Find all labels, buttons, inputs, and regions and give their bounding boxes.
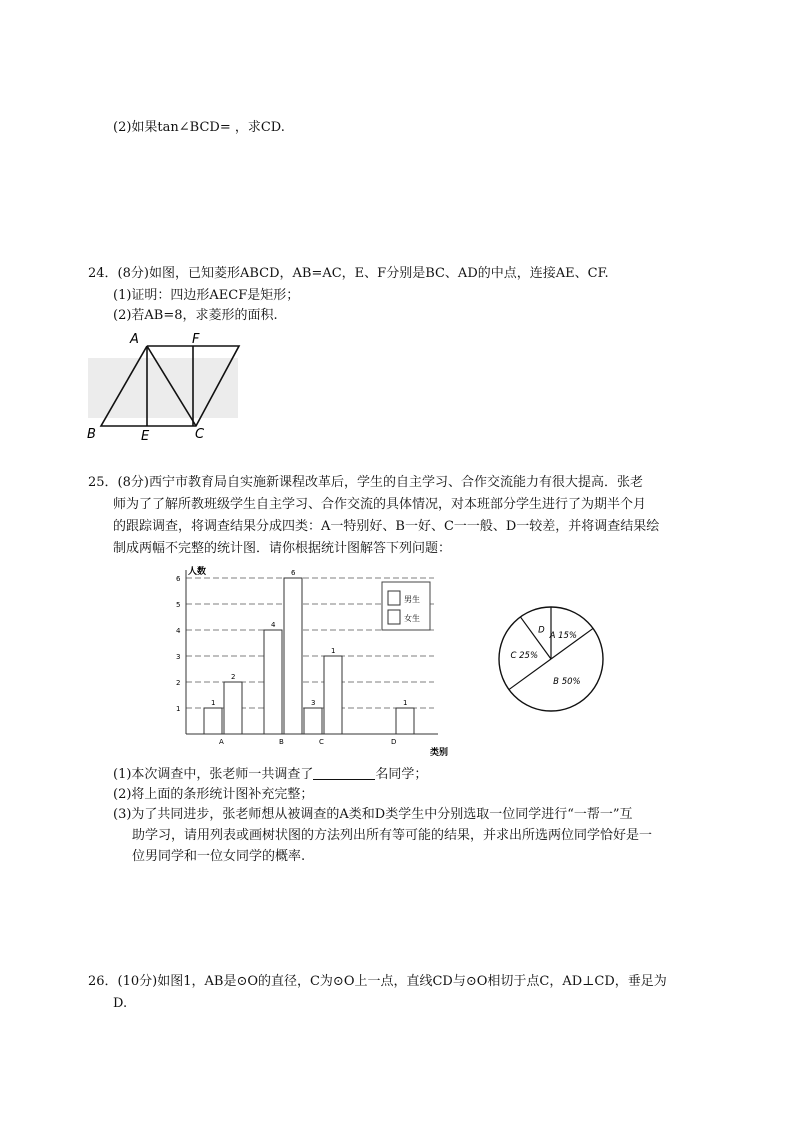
q24-part2: (2)若AB=8，求菱形的面积. xyxy=(113,308,278,323)
q25-part2: (2)将上面的条形统计图补充完整； xyxy=(113,787,314,802)
q25-stem-4: 制成两幅不完整的统计图．请你根据统计图解答下列问题： xyxy=(113,541,452,556)
bar-a-male xyxy=(204,708,222,734)
bar-c-female xyxy=(324,656,342,734)
legend-label-male: 男生 xyxy=(404,595,420,604)
label-c: C xyxy=(195,427,205,442)
legend-swatch-male xyxy=(388,591,400,605)
q25-part1 xyxy=(113,765,427,785)
bar-data-label: 3 xyxy=(311,699,316,707)
bar-data-label: 6 xyxy=(291,569,296,577)
x-tick-label: A xyxy=(219,738,224,746)
q25-part1-text: (1)本次调查中，张老师一共调查了 xyxy=(113,767,314,782)
y-tick-label: 1 xyxy=(176,705,181,713)
q26-line2: D. xyxy=(113,996,128,1011)
bar-data-label: 1 xyxy=(403,699,408,707)
bar-data-label: 1 xyxy=(211,699,216,707)
bar-b-female xyxy=(284,578,302,734)
q25-stem-1: 25．(8分)西宁市教育局自实施新课程改革后，学生的自主学习、合作交流能力有很大提高．张老 xyxy=(88,475,643,490)
bar-c-male xyxy=(304,708,322,734)
y-tick-label: 2 xyxy=(176,679,181,687)
answer-blank[interactable] xyxy=(313,765,375,780)
q24-stem: 24．(8分)如图，已知菱形ABCD，AB=AC，E、F分别是BC、AD的中点，连接AE、CF. xyxy=(88,266,609,281)
pie-chart xyxy=(486,594,616,724)
x-axis-label: 类别 xyxy=(430,748,449,758)
bar-data-label: 1 xyxy=(331,647,336,655)
q25-part3-1: (3)为了共同进步，张老师想从被调查的A类和D类学生中分别选取一位同学进行“一帮一”互 xyxy=(113,807,633,822)
q25-stem-2: 师为了了解所教班级学生自主学习、合作交流的具体情况，对本班部分学生进行了为期半个月 xyxy=(113,497,647,512)
legend-swatch-female xyxy=(388,610,400,624)
y-tick-label: 4 xyxy=(176,627,181,635)
bar-d-female xyxy=(396,708,414,734)
pie-slice-label-c: C 25% xyxy=(510,650,539,661)
pie-slice-label-b: B 50% xyxy=(553,676,581,687)
q25-part3-2: 助学习，请用列表或画树状图的方法列出所有等可能的结果，并求出所选两位同学恰好是一 xyxy=(132,828,653,843)
legend xyxy=(382,582,430,630)
x-tick-label: B xyxy=(279,738,284,746)
q25-part1-tail: 名同学； xyxy=(375,767,428,782)
x-tick-label: D xyxy=(391,738,397,746)
y-tick-label: 3 xyxy=(176,653,181,661)
label-a: A xyxy=(130,332,139,347)
bar-chart xyxy=(168,562,468,758)
y-axis-label: 人数 xyxy=(188,567,207,577)
pie-slice-label-d: D xyxy=(538,625,545,636)
pie-slice-label-a: A 15% xyxy=(549,630,577,641)
label-e: E xyxy=(141,429,150,444)
y-tick-label: 5 xyxy=(176,601,181,609)
q25-stem-3: 的跟踪调查，将调查结果分成四类：A一特别好、B一好、C一一般、D一较差，并将调查结果绘 xyxy=(113,519,660,534)
q26-line1: 26．(10分)如图1，AB是⊙O的直径，C为⊙O上一点，直线CD与⊙O相切于点C，AD⊥CD，垂足为 xyxy=(88,974,667,989)
x-tick-label: C xyxy=(319,738,324,746)
q25-part3-3: 位男同学和一位女同学的概率. xyxy=(132,849,306,864)
label-f: F xyxy=(192,332,200,347)
bar-a-female xyxy=(224,682,242,734)
q23-part2: (2)如果tan∠BCD= ，求CD. xyxy=(113,120,285,135)
bar-data-label: 2 xyxy=(231,673,236,681)
legend-label-female: 女生 xyxy=(404,614,420,623)
bar-b-male xyxy=(264,630,282,734)
bar-data-label: 4 xyxy=(271,621,276,629)
label-b: B xyxy=(87,427,96,442)
q24-part1: (1)证明：四边形AECF是矩形； xyxy=(113,288,300,303)
y-tick-label: 6 xyxy=(176,575,181,583)
rhombus-figure xyxy=(84,328,254,446)
